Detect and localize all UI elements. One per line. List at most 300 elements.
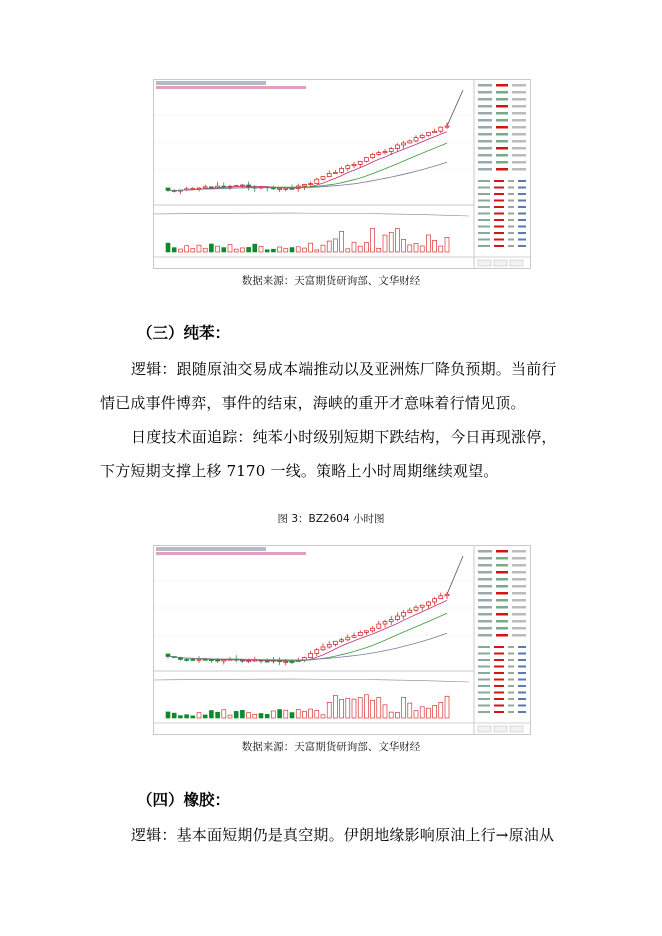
tick-type [518, 219, 526, 221]
tick-type [518, 653, 526, 655]
tick-type [518, 646, 526, 648]
quote-label [478, 571, 492, 574]
quote-label [478, 126, 492, 129]
quote-value [512, 585, 526, 588]
volume-bar [358, 698, 362, 718]
candle-body [395, 145, 399, 149]
volume-bar [377, 698, 381, 718]
tick-price [494, 692, 504, 694]
quote-value [496, 147, 508, 150]
tick-volume [508, 180, 514, 182]
volume-bar [271, 249, 275, 252]
candle-body [265, 661, 269, 662]
tick-price [494, 180, 504, 182]
quote-label [478, 557, 492, 560]
panel-tab [510, 726, 523, 732]
volume-bar [420, 707, 424, 718]
candle-body [209, 187, 213, 188]
tick-volume [508, 245, 514, 247]
tick-price [494, 653, 504, 655]
tick-volume [508, 193, 514, 195]
candle-body [327, 644, 331, 647]
tick-volume [508, 226, 514, 228]
volume-bar [426, 235, 430, 252]
candle-body [340, 168, 344, 172]
quote-value [496, 91, 508, 94]
candle-body [340, 640, 344, 641]
volume-bar [315, 710, 319, 718]
quote-value [496, 606, 508, 609]
tick-time [478, 659, 490, 661]
candle-body [420, 135, 424, 137]
quote-value [512, 627, 526, 630]
quote-value [496, 557, 508, 560]
volume-bar [271, 711, 275, 718]
volume-bar [265, 714, 269, 718]
volume-bar [197, 245, 201, 252]
section-3-logic-line-2: 情已成事件博弈，事件的结束，海峡的重开才意味着行情见顶。 [100, 394, 526, 412]
tick-time [478, 711, 490, 713]
volume-bar [309, 709, 313, 718]
tick-type [518, 685, 526, 687]
candle-body [364, 631, 368, 633]
quote-value [496, 592, 508, 595]
candle-body [408, 141, 412, 143]
tick-type [518, 206, 526, 208]
tick-time [478, 666, 490, 668]
quote-label [478, 119, 492, 122]
tick-time [478, 239, 490, 241]
candle-body [191, 659, 195, 660]
tick-time [478, 646, 490, 648]
quote-value [496, 550, 508, 553]
volume-bar [222, 710, 226, 718]
candle-body [166, 654, 170, 656]
quote-value [512, 147, 526, 150]
volume-bar [234, 249, 238, 252]
candle-body [309, 184, 313, 185]
tick-volume [508, 698, 514, 700]
volume-bar [371, 228, 375, 252]
quote-value [512, 98, 526, 101]
volume-bar [191, 249, 195, 252]
tick-volume [508, 219, 514, 221]
quote-value [512, 557, 526, 560]
candle-body [402, 612, 406, 616]
candle-body [377, 624, 381, 628]
candle-body [321, 177, 325, 180]
candle-body [439, 127, 443, 131]
tick-price [494, 698, 504, 700]
tick-price [494, 213, 504, 215]
candle-body [414, 138, 418, 141]
quote-label [478, 140, 492, 143]
tick-type [518, 187, 526, 189]
candle-body [333, 641, 337, 644]
volume-bar [234, 711, 238, 718]
volume-bar [172, 713, 176, 718]
candle-body [302, 184, 306, 186]
volume-bar [253, 714, 257, 718]
candle-body [309, 653, 313, 657]
volume-bar [445, 696, 449, 718]
tick-volume [508, 239, 514, 241]
quote-label [478, 613, 492, 616]
volume-bar [203, 715, 207, 718]
volume-bar [433, 705, 437, 718]
quote-value [496, 161, 508, 164]
volume-bar [253, 244, 257, 252]
candle-body [371, 154, 375, 157]
quote-value [512, 620, 526, 623]
volume-bar [327, 241, 331, 252]
volume-bar [439, 246, 443, 252]
tick-price [494, 672, 504, 674]
quote-value [496, 613, 508, 616]
tick-time [478, 245, 490, 247]
volume-bar [178, 249, 182, 252]
quote-value [496, 620, 508, 623]
tick-price [494, 711, 504, 713]
volume-bar [420, 246, 424, 252]
volume-bar [327, 702, 331, 718]
tick-price [494, 226, 504, 228]
tick-type [518, 213, 526, 215]
volume-bar [278, 710, 282, 718]
candle-body [315, 650, 319, 654]
quote-value [512, 634, 526, 637]
volume-bar [247, 713, 251, 718]
quote-label [478, 168, 492, 171]
candle-body [420, 605, 424, 607]
volume-bar [290, 248, 294, 252]
tick-price [494, 646, 504, 648]
tick-price [494, 193, 504, 195]
volume-bar [166, 243, 170, 252]
volume-bar [371, 700, 375, 718]
volume-bar [309, 243, 313, 252]
panel-tab [478, 726, 491, 732]
volume-bar [216, 712, 220, 718]
quote-value [512, 613, 526, 616]
volume-bar [296, 247, 300, 252]
chart-header-strip [156, 81, 266, 85]
volume-bar [197, 713, 201, 718]
candle-body [333, 172, 337, 173]
quote-label [478, 112, 492, 115]
quote-label [478, 627, 492, 630]
tick-volume [508, 666, 514, 668]
quote-value [496, 634, 508, 637]
volume-bar [259, 713, 263, 718]
candle-body [185, 659, 189, 660]
candle-body [197, 659, 201, 660]
tick-price [494, 685, 504, 687]
candle-body [383, 151, 387, 152]
volume-bar [333, 239, 337, 252]
tick-volume [508, 200, 514, 202]
volume-bar [166, 712, 170, 718]
tick-type [518, 679, 526, 681]
tick-time [478, 679, 490, 681]
volume-bar [333, 695, 337, 718]
candle-body [240, 185, 244, 186]
quote-label [478, 606, 492, 609]
volume-bar [185, 715, 189, 718]
tick-time [478, 698, 490, 700]
panel-tab [478, 260, 491, 266]
quote-label [478, 84, 492, 87]
tick-volume [508, 187, 514, 189]
quote-label [478, 592, 492, 595]
candle-body [191, 188, 195, 189]
quote-value [512, 550, 526, 553]
tick-time [478, 692, 490, 694]
section-3-logic-line-1: 逻辑：跟随原油交易成本端推动以及亚洲炼厂降负预期。当前行 [131, 360, 557, 378]
quote-value [496, 599, 508, 602]
quote-value [496, 133, 508, 136]
tick-type [518, 672, 526, 674]
tick-time [478, 206, 490, 208]
volume-bar [389, 712, 393, 718]
tick-volume [508, 679, 514, 681]
section-4-logic-line-1: 逻辑：基本面短期仍是真空期。伊朗地缘影响原油上行→原油从 [131, 826, 555, 844]
quote-value [496, 112, 508, 115]
figure-3-title: 图 3：BZ2604 小时图 [277, 513, 385, 525]
candle-body [346, 166, 350, 169]
quote-value [512, 599, 526, 602]
quote-value [496, 585, 508, 588]
volume-bar [228, 715, 232, 718]
tick-type [518, 226, 526, 228]
volume-bar [203, 248, 207, 252]
volume-bar [209, 711, 213, 718]
tick-time [478, 653, 490, 655]
tick-volume [508, 659, 514, 661]
tick-price [494, 206, 504, 208]
panel-tab [494, 260, 507, 266]
tick-volume [508, 653, 514, 655]
candle-body [352, 636, 356, 638]
candle-body [402, 143, 406, 145]
volume-bar [302, 711, 306, 718]
volume-bar [445, 237, 449, 252]
tick-type [518, 200, 526, 202]
volume-bar [408, 245, 412, 252]
tick-time [478, 187, 490, 189]
quote-value [496, 140, 508, 143]
quote-value [512, 91, 526, 94]
quote-label [478, 147, 492, 150]
quote-label [478, 161, 492, 164]
volume-bar [346, 249, 350, 252]
quote-value [512, 84, 526, 87]
volume-bar [290, 713, 294, 718]
tick-type [518, 232, 526, 234]
volume-bar [172, 248, 176, 252]
quote-label [478, 550, 492, 553]
quote-value [496, 154, 508, 157]
candle-body [389, 149, 393, 152]
tick-time [478, 180, 490, 182]
tick-volume [508, 646, 514, 648]
tick-price [494, 245, 504, 247]
volume-bar [321, 715, 325, 718]
tick-price [494, 705, 504, 707]
quote-label [478, 634, 492, 637]
quote-label [478, 98, 492, 101]
quote-label [478, 578, 492, 581]
candle-body [290, 188, 294, 189]
volume-bar [216, 246, 220, 252]
tick-price [494, 232, 504, 234]
indicator-header-strip [156, 86, 306, 89]
panel-tab [510, 260, 523, 266]
volume-bar [352, 699, 356, 718]
quote-value [496, 571, 508, 574]
volume-bar [439, 702, 443, 718]
indicator-header-strip [156, 552, 306, 555]
tick-type [518, 659, 526, 661]
candle-body [247, 660, 251, 661]
tick-volume [508, 672, 514, 674]
quote-value [512, 592, 526, 595]
tick-volume [508, 206, 514, 208]
candle-body [352, 164, 356, 165]
quote-value [512, 119, 526, 122]
volume-bar [414, 244, 418, 252]
tick-type [518, 245, 526, 247]
quote-value [512, 126, 526, 129]
volume-bar [222, 248, 226, 252]
candle-body [408, 610, 412, 612]
quote-value [512, 154, 526, 157]
tick-time [478, 672, 490, 674]
chart-header-strip [156, 547, 266, 551]
tick-type [518, 666, 526, 668]
candle-body [383, 622, 387, 624]
candle-body [414, 607, 418, 610]
quote-label [478, 620, 492, 623]
tick-time [478, 213, 490, 215]
candle-body [389, 620, 393, 622]
volume-bar [240, 248, 244, 252]
volume-bar [364, 243, 368, 252]
quote-value [512, 140, 526, 143]
volume-bar [383, 705, 387, 718]
candle-body [371, 628, 375, 631]
quote-label [478, 154, 492, 157]
tick-time [478, 219, 490, 221]
tick-volume [508, 711, 514, 713]
quote-label [478, 133, 492, 136]
chart-1-caption: 数据来源：天富期货研询部、文华财经 [241, 275, 421, 287]
volume-bar [383, 235, 387, 252]
tick-type [518, 711, 526, 713]
chart-1-canvas [154, 80, 530, 268]
tick-type [518, 193, 526, 195]
tick-volume [508, 685, 514, 687]
volume-bar [209, 244, 213, 252]
tick-price [494, 659, 504, 661]
volume-bar [315, 250, 319, 252]
candle-body [358, 632, 362, 635]
volume-bar [402, 697, 406, 718]
volume-bar [414, 711, 418, 718]
tick-price [494, 219, 504, 221]
tick-type [518, 698, 526, 700]
volume-bar [284, 249, 288, 252]
volume-bar [395, 228, 399, 252]
tick-volume [508, 692, 514, 694]
volume-bar [389, 232, 393, 252]
volume-bar [402, 239, 406, 252]
volume-bar [265, 250, 269, 252]
candle-body [364, 158, 368, 162]
volume-bar [278, 247, 282, 252]
volume-bar [185, 246, 189, 252]
candle-body [395, 616, 399, 620]
candle-body [327, 173, 331, 176]
section-3-tech-line-1: 日度技术面追踪：纯苯小时级别短期下跌结构，今日再现涨停， [131, 428, 557, 446]
candle-body [278, 189, 282, 190]
volume-bar [302, 248, 306, 252]
candle-body [290, 661, 294, 662]
quote-value [496, 119, 508, 122]
quote-value [496, 98, 508, 101]
volume-bar [340, 699, 344, 718]
candle-body [433, 131, 437, 132]
candle-body [358, 161, 362, 164]
volume-bar [358, 246, 362, 252]
quote-value [512, 161, 526, 164]
panel-tab [494, 726, 507, 732]
volume-bar [178, 716, 182, 718]
candle-body [284, 188, 288, 189]
tick-time [478, 705, 490, 707]
quote-value [512, 571, 526, 574]
tick-price [494, 239, 504, 241]
tick-type [518, 239, 526, 241]
tick-time [478, 200, 490, 202]
quote-value [496, 105, 508, 108]
tick-volume [508, 705, 514, 707]
tick-type [518, 692, 526, 694]
tick-time [478, 226, 490, 228]
quote-label [478, 585, 492, 588]
volume-bar [240, 710, 244, 718]
tick-type [518, 180, 526, 182]
quote-value [496, 578, 508, 581]
candle-body [321, 647, 325, 650]
candle-body [426, 133, 430, 136]
section-4-heading: （四）橡胶： [137, 790, 231, 809]
quote-value [496, 126, 508, 129]
volume-bar [352, 242, 356, 252]
volume-bar [228, 245, 232, 252]
volume-bar [191, 716, 195, 718]
quote-value [512, 564, 526, 567]
volume-bar [284, 710, 288, 718]
quote-value [512, 112, 526, 115]
candle-body [346, 637, 350, 640]
candle-body [284, 661, 288, 662]
volume-bar [408, 703, 412, 718]
candle-body [377, 153, 381, 155]
tick-time [478, 685, 490, 687]
candle-body [439, 596, 443, 599]
quote-value [496, 627, 508, 630]
